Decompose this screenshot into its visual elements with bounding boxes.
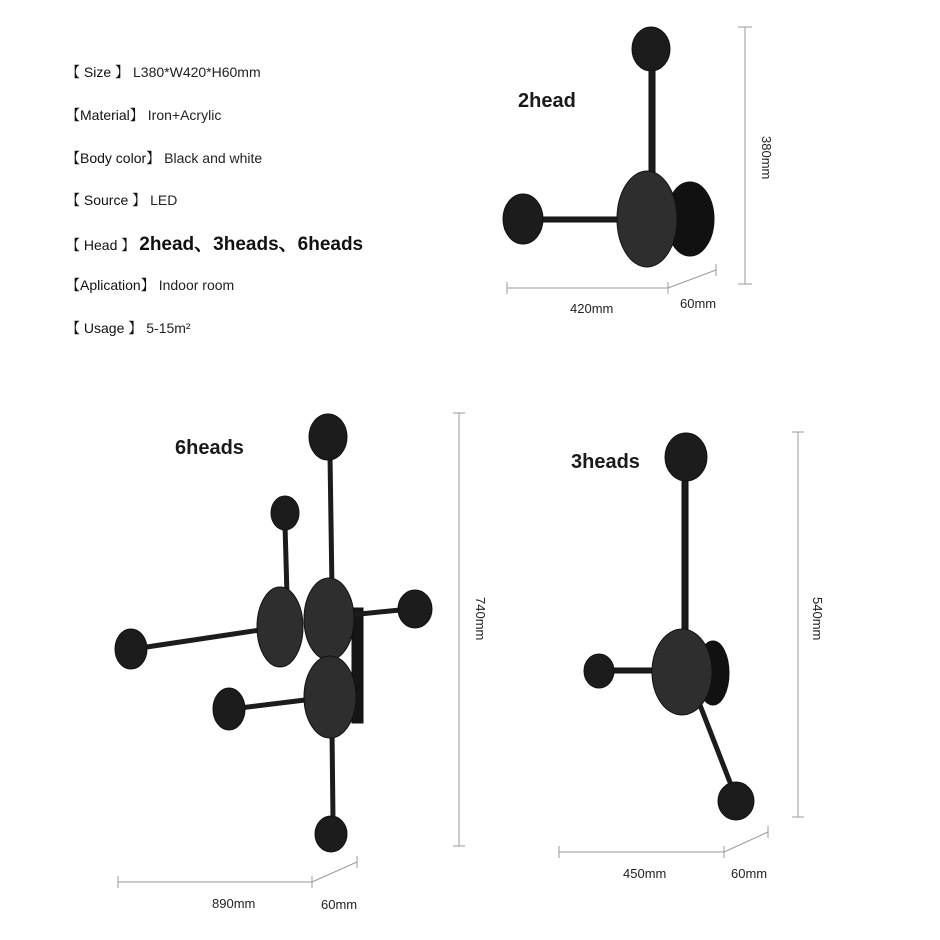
spec-usage-label: 【 Usage 】 — [66, 320, 143, 336]
two-head-width-label: 420mm — [570, 301, 614, 316]
spec-size-value: L380*W420*H60mm — [133, 64, 261, 80]
two-head-plate — [617, 171, 677, 267]
six-heads-lamp-left — [115, 629, 147, 669]
six-heads-width-label: 890mm — [212, 896, 256, 911]
spec-head-value: 2head、3heads、6heads — [139, 234, 364, 255]
two-head-arm-vertical — [649, 70, 655, 180]
spec-source-label: 【 Source 】 — [66, 192, 147, 208]
spec-material-value: Iron+Acrylic — [147, 107, 222, 123]
six-heads-plate-left — [257, 587, 303, 667]
two-head-lamp-top — [632, 27, 670, 71]
three-heads-arm-horizontal — [610, 668, 655, 673]
six-heads-lamp-illustration — [115, 414, 432, 852]
spec-size-label: 【 Size 】 — [66, 64, 130, 80]
spec-usage-value: 5-15m² — [146, 320, 191, 336]
three-heads-width-label: 450mm — [623, 866, 667, 881]
three-heads-lamp-left — [584, 654, 614, 688]
three-heads-depth-label: 60mm — [731, 866, 768, 881]
two-head-lamp-illustration — [503, 27, 714, 267]
spec-application-value: Indoor room — [158, 277, 235, 293]
two-head-title: 2head — [518, 90, 576, 112]
spec-body-color-value: Black and white — [164, 150, 263, 166]
six-heads-title: 6heads — [175, 437, 244, 459]
spec-body-color-label: 【Body color】 — [66, 150, 161, 166]
three-heads-lamp-illustration — [584, 433, 754, 820]
six-heads-lamp-lower-left — [213, 688, 245, 730]
six-heads-lamp-right — [398, 590, 432, 628]
two-head-lamp-left — [503, 194, 543, 244]
two-head-height-label: 380mm — [759, 136, 774, 180]
spec-source-value: LED — [150, 192, 178, 208]
six-heads-plate-upper — [304, 578, 354, 660]
spec-application-label: 【Aplication】 — [66, 277, 155, 293]
three-heads-lamp-top — [665, 433, 707, 481]
spec-head-label: 【 Head 】 — [66, 237, 136, 253]
two-head-depth-label: 60mm — [680, 296, 717, 311]
six-heads-lamp-bottom — [315, 816, 347, 852]
six-heads-lamp-upper-left — [271, 496, 299, 530]
three-heads-title: 3heads — [571, 451, 640, 473]
six-heads-height-label: 740mm — [473, 597, 488, 641]
six-heads-plate-lower — [304, 656, 356, 738]
two-head-arm-horizontal — [540, 217, 620, 222]
six-heads-lamp-top — [309, 414, 347, 460]
six-heads-depth-label: 60mm — [321, 897, 358, 912]
spec-material-label: 【Material】 — [66, 107, 144, 123]
three-heads-height-label: 540mm — [810, 597, 825, 641]
three-heads-plate — [652, 629, 712, 715]
three-heads-lamp-bottom — [718, 782, 754, 820]
three-heads-arm-vertical — [682, 476, 688, 636]
